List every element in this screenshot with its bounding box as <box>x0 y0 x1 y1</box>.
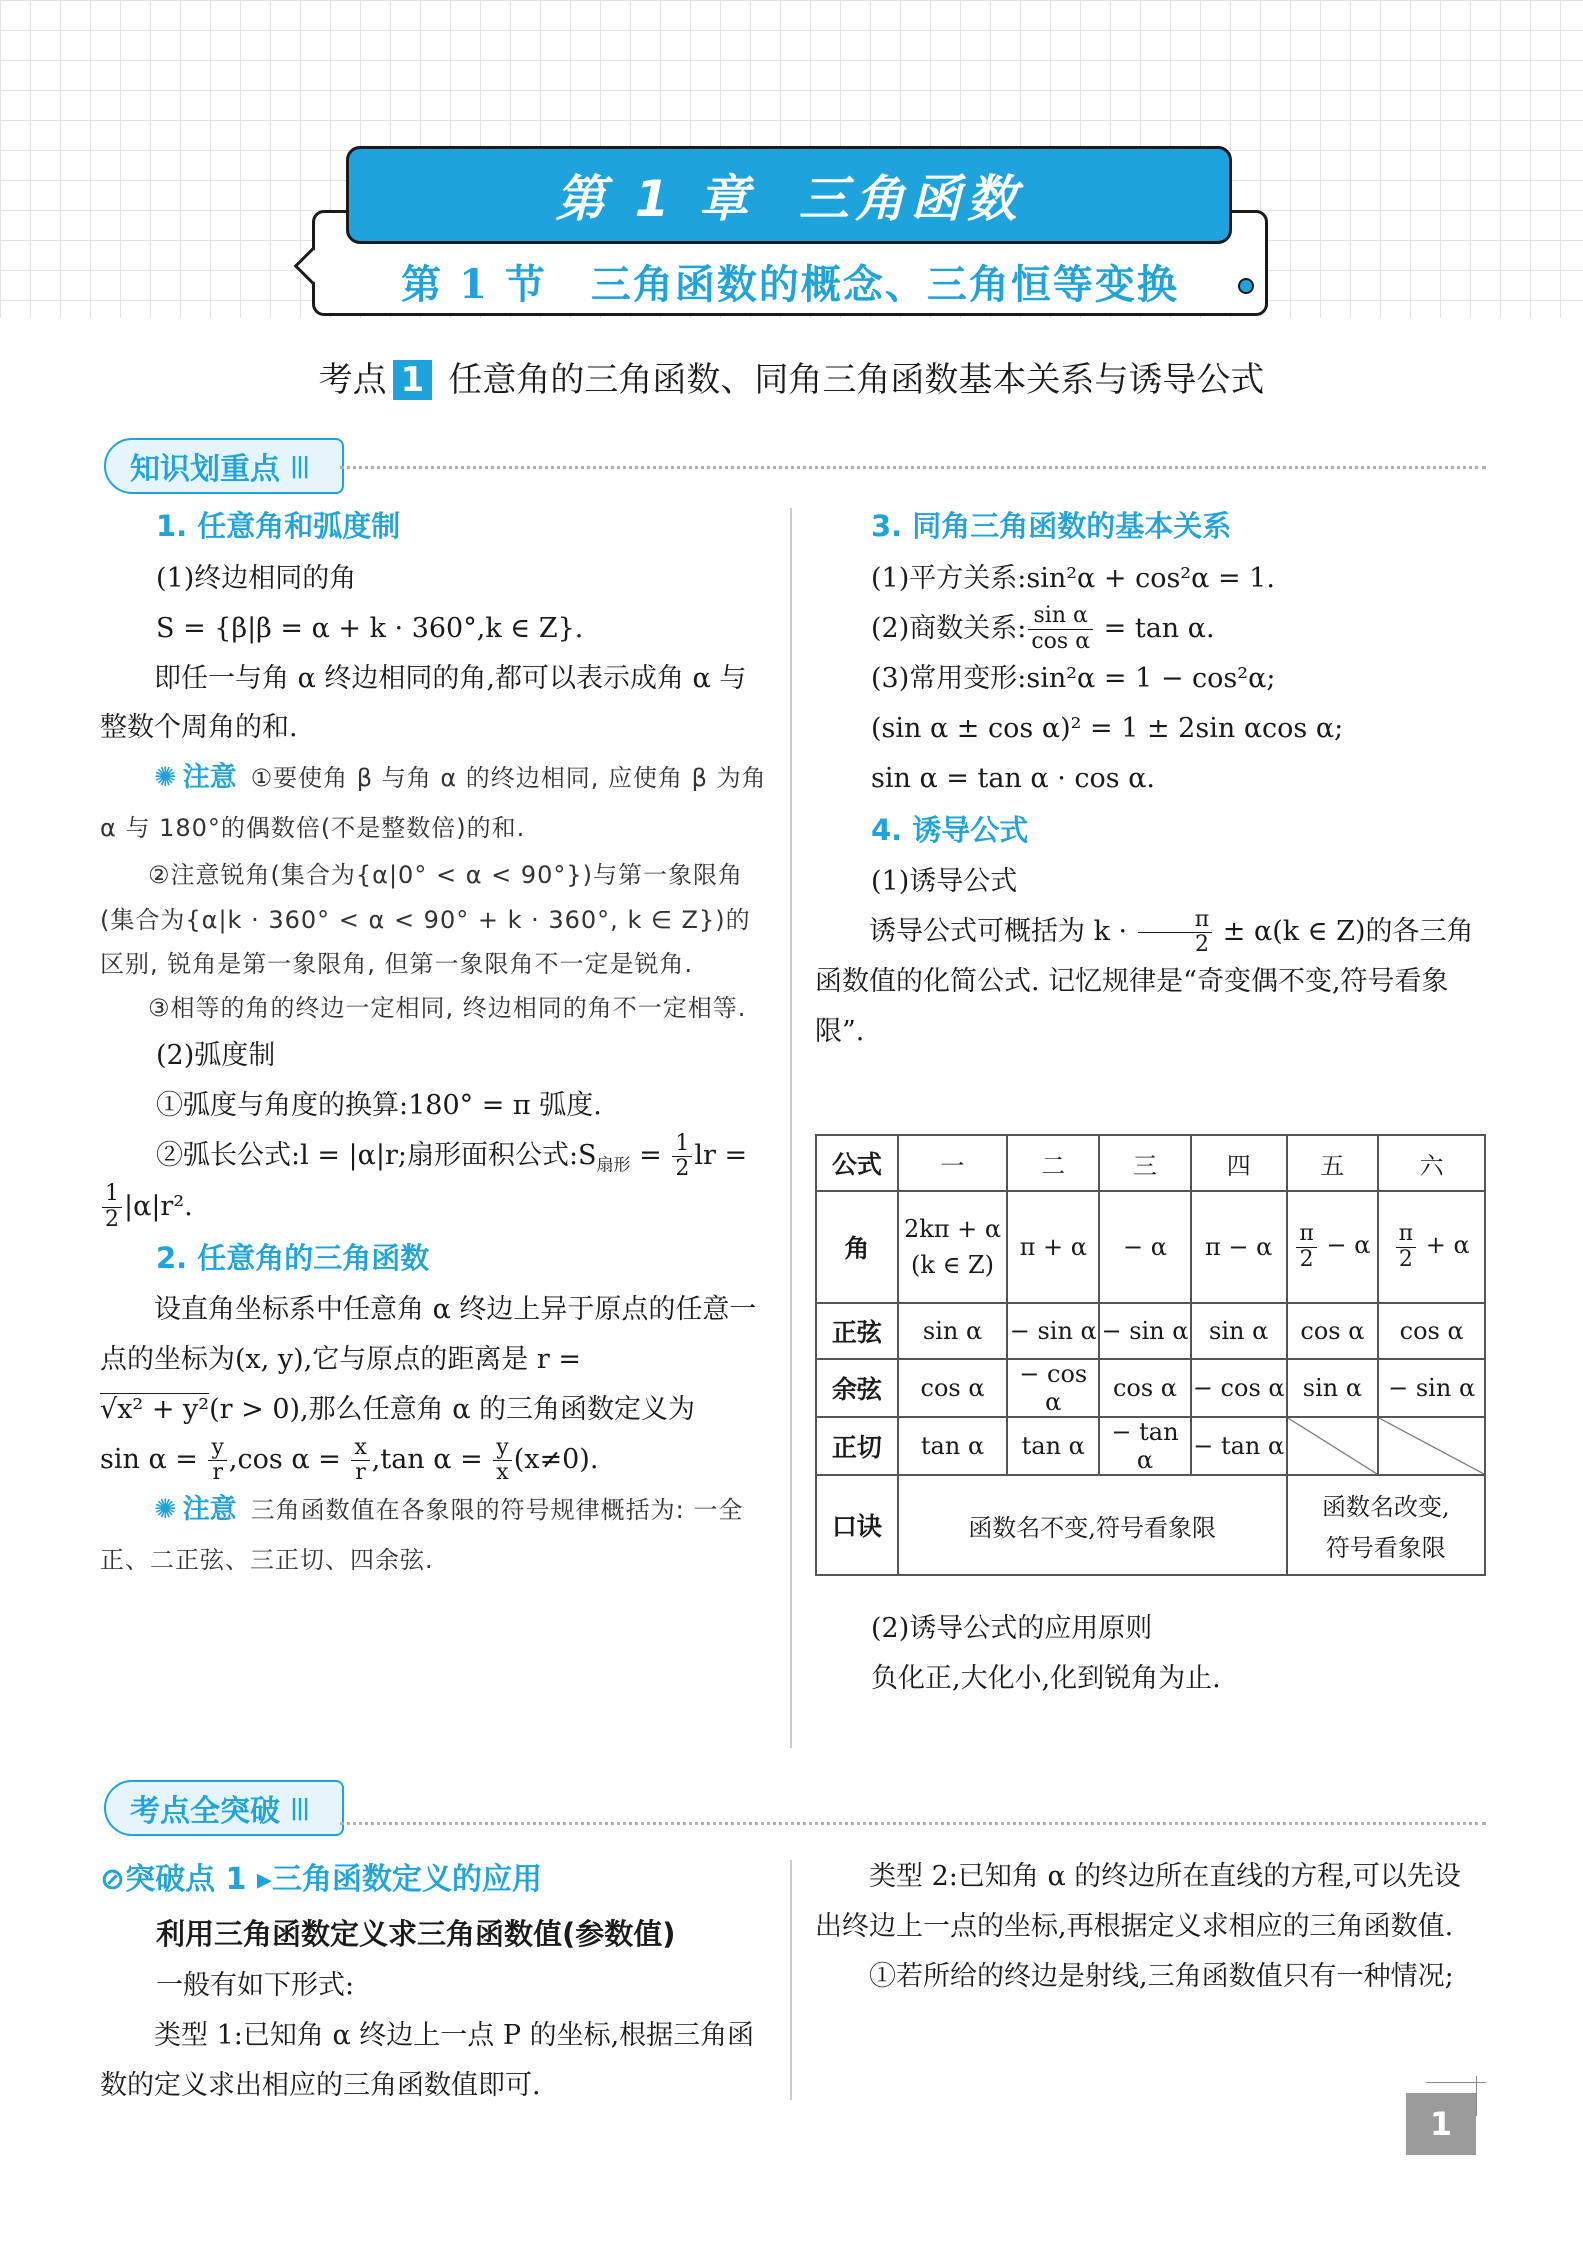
numerator: π <box>1396 1222 1416 1247</box>
sqrt-expr: √x² + y² <box>100 1394 210 1426</box>
table-header: 二 <box>1007 1135 1099 1191</box>
cell-line: 函数名改变, <box>1321 1493 1450 1521</box>
bars-icon: ||| <box>290 1795 309 1821</box>
kaodian-title: 任意角的三角函数、同角三角函数基本关系与诱导公式 <box>448 360 1265 400</box>
breakpoint-heading <box>100 1852 768 1908</box>
table-cell: − α <box>1099 1191 1191 1303</box>
table-cell: cos α <box>1378 1303 1485 1359</box>
table-header: 一 <box>898 1135 1008 1191</box>
table-cell <box>1378 1191 1485 1303</box>
knowledge-tag-label: 知识划重点 <box>130 452 280 487</box>
table-cell: tan α <box>898 1417 1008 1475</box>
text-fragment: lr = <box>694 1139 748 1171</box>
denominator: r <box>212 1460 223 1486</box>
para <box>815 907 1487 1057</box>
text-fragment: (r > 0),那么任意角 α 的三角函数定义为 <box>209 1394 696 1426</box>
table-cell: π + α <box>1007 1191 1099 1303</box>
para: (2)诱导公式的应用原则 <box>871 1613 1153 1644</box>
para: (sin α ± cos α)² = 1 ± 2sin αcos α; <box>871 712 1344 744</box>
text-fragment: = tan α. <box>1095 612 1215 644</box>
row-label: 角 <box>816 1191 898 1303</box>
note-text: ②注意锐角(集合为{α|0° < α < 90°})与第一象限角(集合为{α|k · 360° < α < 90° + k · 360°, k ∈ Z})的区别, 锐角是第一象限角, 但第一象限角不一定是锐角. <box>100 861 751 979</box>
note-label: 注意 <box>182 1494 237 1526</box>
table-cell <box>1287 1475 1485 1575</box>
table-row <box>816 1359 1485 1417</box>
denominator: 2 <box>1194 932 1209 958</box>
table-row <box>816 1191 1485 1303</box>
row-label: 正切 <box>816 1417 898 1475</box>
induction-formula-table <box>815 1134 1486 1576</box>
bars-icon: ||| <box>290 453 309 479</box>
fraction <box>102 1182 122 1231</box>
para: 一般有如下形式: <box>156 1970 355 2002</box>
para: (1)诱导公式 <box>871 866 1018 898</box>
para: 类型 2:已知角 α 的终边所在直线的方程,可以先设出终边上一点的坐标,再根据定义求相应的三角函数值. <box>815 1861 1461 1942</box>
denominator: x <box>496 1460 509 1486</box>
denominator: 2 <box>105 1206 119 1232</box>
table-header: 五 <box>1287 1135 1379 1191</box>
para: ①若所给的终边是射线,三角函数值只有一种情况; <box>869 1960 1454 1992</box>
numerator: π <box>1296 1222 1316 1247</box>
table-cell: π − α <box>1191 1191 1287 1303</box>
cell-line: (k ∈ Z) <box>911 1251 995 1279</box>
table-header: 三 <box>1099 1135 1191 1191</box>
numerator: 1 <box>102 1182 122 1207</box>
table-cell: sin α <box>1191 1303 1287 1359</box>
table-cell: sin α <box>898 1303 1008 1359</box>
bottom-right-column <box>815 1852 1487 2002</box>
breakpoint-title: 三角函数定义的应用 <box>271 1862 542 1897</box>
corner-mark <box>1426 2082 1486 2083</box>
kaodian-number: 1 <box>393 360 433 400</box>
table-header: 四 <box>1191 1135 1287 1191</box>
denominator: cos α <box>1031 628 1091 654</box>
set-formula: S = {β|β = α + k · 360°,k ∈ Z}. <box>156 612 584 644</box>
text-fragment: ± α(k ∈ Z)的各三角函数值的化简公式. 记忆规律是“奇变偶不变,符号看象限”. <box>815 916 1474 1048</box>
para: 负化正,大化小,化到锐角为止. <box>871 1662 1221 1694</box>
chapter-title: 三角函数 <box>798 170 1023 228</box>
table-cell-empty <box>1287 1417 1379 1475</box>
para: (3)常用变形:sin²α = 1 − cos²α; <box>871 662 1276 694</box>
table-row <box>816 1475 1485 1575</box>
table-row <box>816 1303 1485 1359</box>
para: 即任一与角 α 终边相同的角,都可以表示成角 α 与整数个周角的和. <box>100 662 747 744</box>
text-fragment: (2)商数关系: <box>871 612 1027 644</box>
breakthrough-tag <box>104 1780 344 1836</box>
table-row <box>816 1135 1485 1191</box>
para: (1)平方关系:sin²α + cos²α = 1. <box>871 562 1275 594</box>
row-label: 口诀 <box>816 1475 898 1575</box>
left-column <box>100 500 768 1585</box>
kaodian-label: 考点 <box>318 360 387 400</box>
fraction <box>1138 908 1212 957</box>
kaodian-heading <box>0 352 1583 401</box>
section-title: 三角函数的概念、三角恒等变换 <box>590 260 1179 308</box>
para: 类型 1:已知角 α 终边上一点 P 的坐标,根据三角函数的定义求出相应的三角函数值即可. <box>100 2020 755 2102</box>
quotient-relation <box>815 604 1487 654</box>
cell-line: 符号看象限 <box>1325 1534 1446 1562</box>
page-number: 1 <box>1406 2093 1476 2155</box>
note-text: 三角函数值在各象限的符号规律概括为: 一全正、二正弦、三正切、四余弦. <box>100 1496 744 1575</box>
subheading: 利用三角函数定义求三角函数值(参数值) <box>156 1916 676 1951</box>
para: sin α = tan α · cos α. <box>871 762 1156 794</box>
para: ①弧度与角度的换算:180° = π 弧度. <box>156 1089 602 1121</box>
text-fragment: ②弧长公式:l = |α|r;扇形面积公式:S <box>156 1139 597 1171</box>
text-fragment: ,tan α = <box>371 1444 492 1476</box>
table-cell: − tan α <box>1191 1417 1287 1475</box>
text-fragment: − α <box>1318 1231 1371 1260</box>
heading-1: 1. 任意角和弧度制 <box>156 509 401 543</box>
fraction <box>1296 1222 1316 1271</box>
right-column <box>815 500 1487 1057</box>
corner-mark <box>1476 2076 1477 2116</box>
denominator: r <box>355 1460 366 1486</box>
numerator: y <box>493 1436 511 1461</box>
heading-3: 3. 同角三角函数的基本关系 <box>871 509 1232 543</box>
chapter-banner <box>346 146 1232 244</box>
text-fragment: + α <box>1418 1231 1470 1260</box>
breakthrough-tag-label: 考点全突破 <box>130 1794 280 1829</box>
target-icon: ⊘ <box>100 1862 126 1897</box>
numerator: y <box>208 1436 226 1461</box>
table-cell: − sin α <box>1099 1303 1191 1359</box>
divider-dotted <box>340 1822 1486 1825</box>
sector-formula <box>100 1131 768 1182</box>
table-row <box>816 1417 1485 1475</box>
table-header: 公式 <box>816 1135 898 1191</box>
knowledge-tag <box>104 438 344 494</box>
bulb-icon: ✺ <box>154 762 177 794</box>
table-header: 六 <box>1378 1135 1485 1191</box>
text-fragment: ,cos α = <box>228 1444 350 1476</box>
divider-dotted <box>340 466 1486 469</box>
bottom-left-column <box>100 1852 768 2111</box>
table-cell: − tan α <box>1099 1417 1191 1475</box>
fraction <box>493 1436 511 1485</box>
row-label: 余弦 <box>816 1359 898 1417</box>
breakpoint-label: 突破点 1 <box>125 1862 247 1897</box>
banner-dot-icon <box>1238 278 1254 294</box>
para <box>100 1385 768 1435</box>
heading-2: 2. 任意角的三角函数 <box>156 1240 430 1275</box>
table-cell-empty <box>1378 1417 1485 1475</box>
table-cell <box>898 1191 1008 1303</box>
heading-4: 4. 诱导公式 <box>871 812 1029 847</box>
fraction <box>208 1436 226 1485</box>
para: (2)弧度制 <box>156 1039 276 1071</box>
table-cell: sin α <box>1287 1359 1379 1417</box>
para: 设直角坐标系中任意角 α 终边上异于原点的任意一点的坐标为(x, y),它与原点的距离是 r = <box>100 1294 757 1376</box>
table-cell: tan α <box>1007 1417 1099 1475</box>
numerator: π <box>1138 908 1212 933</box>
table-cell: − sin α <box>1007 1303 1099 1359</box>
row-label: 正弦 <box>816 1303 898 1359</box>
table-cell: 函数名不变,符号看象限 <box>898 1475 1287 1575</box>
play-icon: ▸ <box>246 1862 272 1897</box>
sector-formula-cont <box>100 1182 768 1232</box>
numerator: 1 <box>672 1132 692 1157</box>
text-fragment: = <box>630 1139 671 1171</box>
denominator: 2 <box>1299 1246 1314 1272</box>
section-heading <box>312 246 1268 316</box>
bulb-icon: ✺ <box>154 1494 177 1526</box>
note-block <box>100 1485 768 1585</box>
text-fragment: sin α = <box>100 1444 207 1476</box>
table-cell: cos α <box>898 1359 1008 1417</box>
note-block <box>100 753 768 853</box>
trig-definition <box>100 1435 768 1485</box>
fraction <box>1396 1222 1416 1271</box>
note-label: 注意 <box>182 762 237 794</box>
table-cell: cos α <box>1099 1359 1191 1417</box>
right-column-lower <box>815 1604 1487 1704</box>
table-cell: − cos α <box>1007 1359 1099 1417</box>
numerator: sin α <box>1028 604 1093 629</box>
fraction <box>351 1436 369 1485</box>
table-cell <box>1287 1191 1379 1303</box>
chapter-number: 第 1 章 <box>555 170 755 228</box>
denominator: 2 <box>675 1155 690 1181</box>
para: (1)终边相同的角 <box>156 562 357 594</box>
fraction <box>1028 604 1093 653</box>
section-number: 第 1 节 <box>401 260 547 308</box>
numerator: x <box>351 1436 369 1461</box>
cell-line: 2kπ + α <box>903 1215 1002 1243</box>
note-text: ③相等的角的终边一定相同, 终边相同的角不一定相等. <box>148 994 747 1023</box>
text-fragment: (x≠0). <box>513 1444 599 1476</box>
table-cell: cos α <box>1287 1303 1379 1359</box>
fraction <box>672 1132 692 1181</box>
text-fragment: |α|r². <box>124 1190 193 1222</box>
text-fragment: 诱导公式可概括为 k · <box>869 916 1136 948</box>
column-divider <box>790 508 792 1748</box>
table-cell: − sin α <box>1378 1359 1485 1417</box>
subscript: 扇形 <box>596 1155 631 1176</box>
denominator: 2 <box>1398 1246 1413 1272</box>
note-text: ①要使角 β 与角 α 的终边相同, 应使角 β 为角 α 与 180°的偶数倍(不是整数倍)的和. <box>100 764 767 843</box>
column-divider <box>790 1860 792 2100</box>
table-cell: − cos α <box>1191 1359 1287 1417</box>
